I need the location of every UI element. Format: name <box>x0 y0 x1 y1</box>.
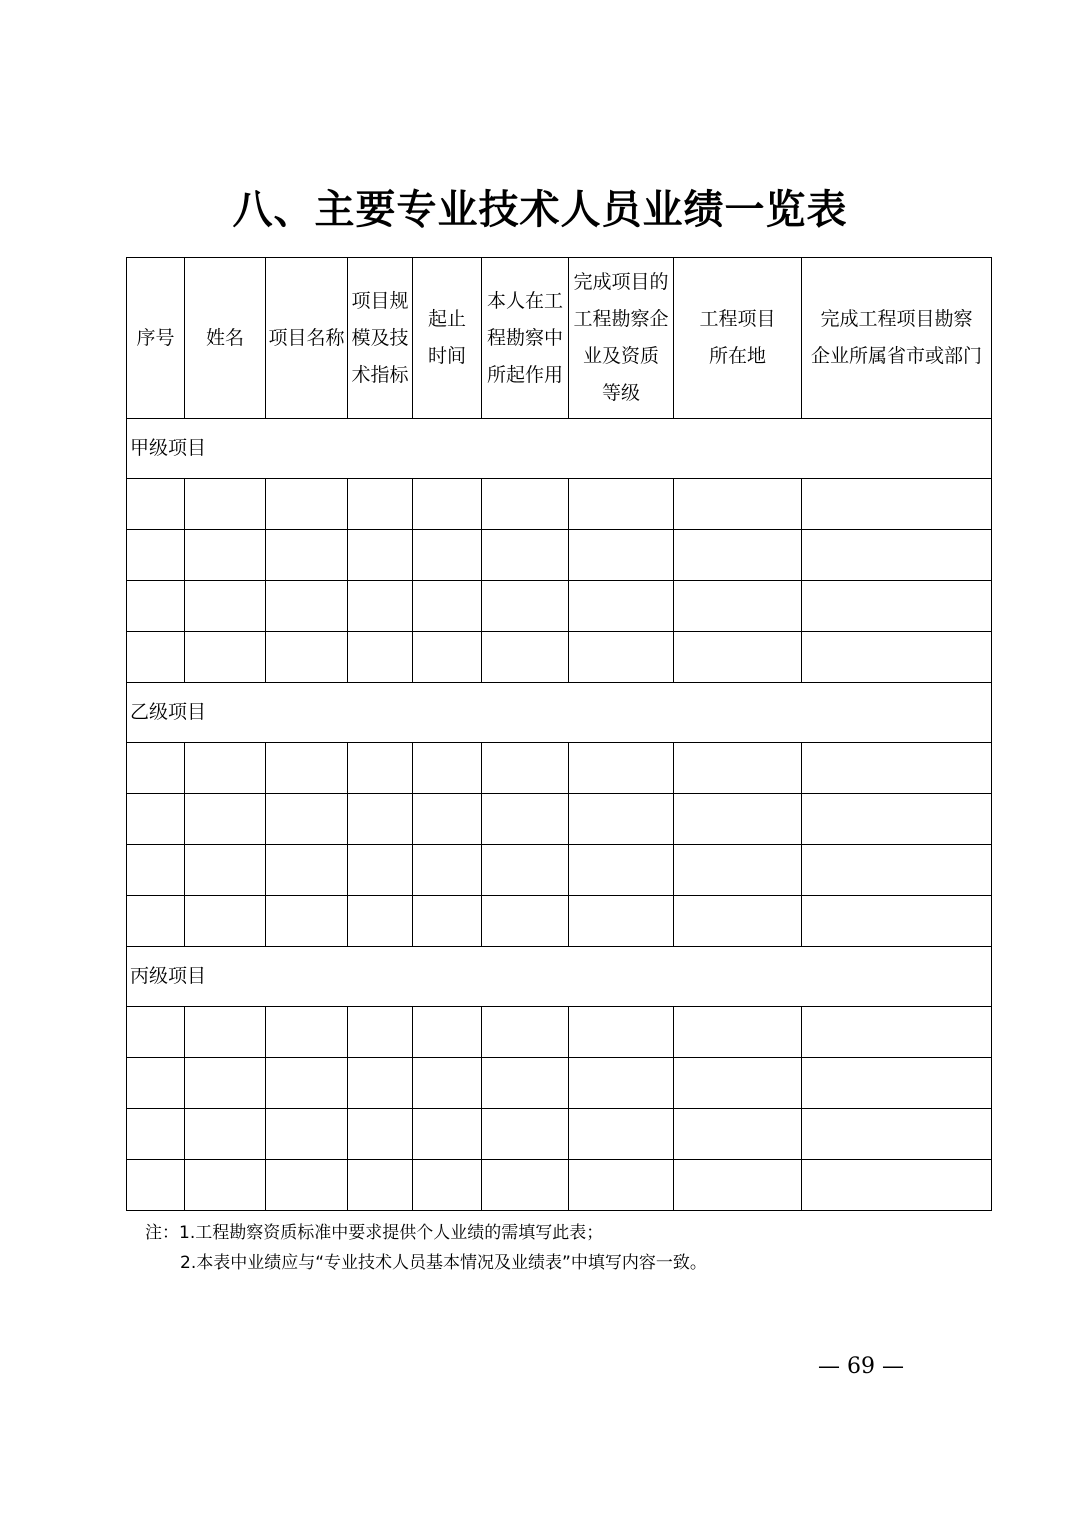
table-cell <box>127 1160 185 1211</box>
table-cell <box>348 896 413 947</box>
table-cell <box>674 632 802 683</box>
table-cell <box>127 794 185 845</box>
table-cell <box>802 1160 992 1211</box>
table-cell <box>569 581 674 632</box>
table-cell <box>569 743 674 794</box>
table-cell <box>569 794 674 845</box>
table-cell <box>569 632 674 683</box>
table-cell <box>802 896 992 947</box>
table-cell <box>413 1058 482 1109</box>
table-cell <box>413 743 482 794</box>
table-cell <box>413 845 482 896</box>
table-cell <box>413 530 482 581</box>
table-cell <box>185 479 266 530</box>
table-cell <box>185 845 266 896</box>
table-cell <box>674 743 802 794</box>
table-row <box>127 632 992 683</box>
page-number: — 69 — <box>818 1354 904 1379</box>
section-label: 丙级项目 <box>127 947 992 1007</box>
table-cell <box>482 743 569 794</box>
table-cell <box>482 1160 569 1211</box>
header-cell: 项目规 模及技 术指标 <box>348 258 413 419</box>
table-cell <box>185 530 266 581</box>
table-cell <box>569 1058 674 1109</box>
table-cell <box>674 1007 802 1058</box>
table-cell <box>185 581 266 632</box>
table-row <box>127 1160 992 1211</box>
table-row <box>127 845 992 896</box>
table-cell <box>185 632 266 683</box>
table-cell <box>674 1109 802 1160</box>
table-cell <box>569 1007 674 1058</box>
table-cell <box>127 1058 185 1109</box>
table-row <box>127 530 992 581</box>
table-cell <box>127 743 185 794</box>
table-cell <box>127 896 185 947</box>
table-cell <box>348 845 413 896</box>
table-cell <box>266 1109 348 1160</box>
table-cell <box>413 581 482 632</box>
table-row <box>127 1109 992 1160</box>
table-row <box>127 794 992 845</box>
header-cell: 完成项目的 工程勘察企 业及资质 等级 <box>569 258 674 419</box>
header-cell: 工程项目 所在地 <box>674 258 802 419</box>
table-cell <box>127 1109 185 1160</box>
section-label: 乙级项目 <box>127 683 992 743</box>
table-cell <box>802 479 992 530</box>
table-cell <box>266 1160 348 1211</box>
table-row <box>127 479 992 530</box>
table-cell <box>348 632 413 683</box>
page-title: 八、主要专业技术人员业绩一览表 <box>232 186 848 233</box>
table-cell <box>348 1058 413 1109</box>
section-row <box>127 947 992 1007</box>
table-cell <box>802 632 992 683</box>
table-cell <box>569 1160 674 1211</box>
table-cell <box>569 479 674 530</box>
note-line-2: 2.本表中业绩应与“专业技术人员基本情况及业绩表”中填写内容一致。 <box>180 1253 707 1273</box>
table-cell <box>266 1007 348 1058</box>
table-cell <box>266 845 348 896</box>
performance-table <box>126 257 992 1211</box>
table-cell <box>348 743 413 794</box>
table-cell <box>674 1160 802 1211</box>
table-cell <box>674 794 802 845</box>
table-cell <box>413 479 482 530</box>
table-cell <box>266 743 348 794</box>
header-cell: 完成工程项目勘察 企业所属省市或部门 <box>802 258 992 419</box>
table-cell <box>185 743 266 794</box>
table-cell <box>266 1058 348 1109</box>
section-row <box>127 683 992 743</box>
table-cell <box>185 1058 266 1109</box>
table-cell <box>569 1109 674 1160</box>
table-cell <box>674 845 802 896</box>
table-cell <box>569 845 674 896</box>
section-label: 甲级项目 <box>127 419 992 479</box>
table-cell <box>348 530 413 581</box>
table-cell <box>674 1058 802 1109</box>
table-cell <box>413 1160 482 1211</box>
table-cell <box>482 632 569 683</box>
table-cell <box>185 1160 266 1211</box>
table-cell <box>802 530 992 581</box>
table-cell <box>802 1007 992 1058</box>
table-cell <box>413 1109 482 1160</box>
table-cell <box>348 581 413 632</box>
table-cell <box>127 581 185 632</box>
header-cell: 序号 <box>127 258 185 419</box>
table-cell <box>482 530 569 581</box>
table-cell <box>802 1058 992 1109</box>
table-cell <box>348 1007 413 1058</box>
table-cell <box>185 794 266 845</box>
table-cell <box>348 1160 413 1211</box>
table-cell <box>482 1007 569 1058</box>
table-cell <box>127 632 185 683</box>
header-cell: 起止 时间 <box>413 258 482 419</box>
header-row <box>127 258 992 419</box>
table-cell <box>266 479 348 530</box>
table-cell <box>185 1007 266 1058</box>
table-cell <box>413 896 482 947</box>
table-cell <box>127 1007 185 1058</box>
table-cell <box>802 1109 992 1160</box>
table-cell <box>482 1109 569 1160</box>
table-cell <box>482 896 569 947</box>
note-line-1: 注：1.工程勘察资质标准中要求提供个人业绩的需填写此表； <box>145 1223 604 1243</box>
table-cell <box>482 1058 569 1109</box>
table-cell <box>674 581 802 632</box>
table-cell <box>185 896 266 947</box>
table-cell <box>348 479 413 530</box>
header-cell: 项目名称 <box>266 258 348 419</box>
table-cell <box>482 479 569 530</box>
table-cell <box>674 479 802 530</box>
table-cell <box>482 581 569 632</box>
table-cell <box>674 896 802 947</box>
table-cell <box>266 632 348 683</box>
table-row <box>127 1007 992 1058</box>
notes <box>145 1218 707 1278</box>
table-row <box>127 581 992 632</box>
table-cell <box>127 845 185 896</box>
table-cell <box>569 530 674 581</box>
table-cell <box>482 794 569 845</box>
table-cell <box>413 794 482 845</box>
table-cell <box>348 1109 413 1160</box>
table-cell <box>674 530 802 581</box>
table-cell <box>802 794 992 845</box>
table-cell <box>482 845 569 896</box>
table-cell <box>802 743 992 794</box>
table-cell <box>266 530 348 581</box>
table-cell <box>802 845 992 896</box>
table-cell <box>127 479 185 530</box>
table-cell <box>569 896 674 947</box>
header-cell: 姓名 <box>185 258 266 419</box>
table-cell <box>413 1007 482 1058</box>
table-cell <box>348 794 413 845</box>
table-cell <box>127 530 185 581</box>
table-cell <box>802 581 992 632</box>
table-cell <box>266 794 348 845</box>
table-cell <box>266 896 348 947</box>
table-cell <box>185 1109 266 1160</box>
section-row <box>127 419 992 479</box>
table-row <box>127 743 992 794</box>
table-cell <box>266 581 348 632</box>
table-cell <box>413 632 482 683</box>
table-row <box>127 1058 992 1109</box>
header-cell: 本人在工 程勘察中 所起作用 <box>482 258 569 419</box>
table-row <box>127 896 992 947</box>
